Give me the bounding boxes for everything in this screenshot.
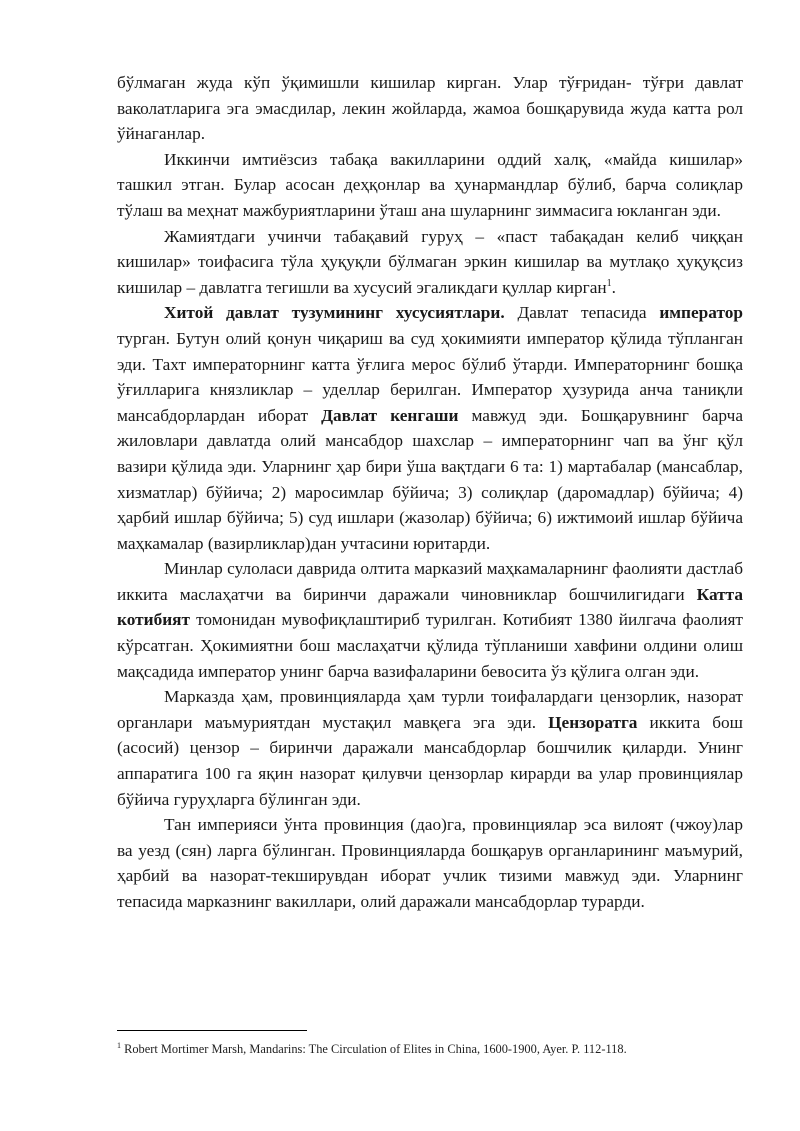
term-censorate: Цензоратга xyxy=(548,712,638,732)
paragraph-3: Жамиятдаги учинчи табақавий гуруҳ – «паст табақадан келиб чиққан кишилар» тоифасига тўла ҳуқуқли бўлмаган эркин кишилар ва мутлақо ҳуқуқсиз кишилар – давлатга тегишли ва хусусий эгаликдаги қуллар кирган$^1$. xyxy=(117,226,743,297)
paragraph-4-text-c: турган. Бутун олий қонун чиқариш ва суд ҳокимияти император қўлида тўпланган эди. Тахт императорнинг катта ўғлига мерос бўлиб ўтарди. Императорнинг бошқа ўғилларига князликлар – уделлар берилган. Император ҳузурида анча таниқли мансабдорлардан иборат xyxy=(117,328,743,425)
paragraph-1-text: бўлмаган жуда кўп ўқимишли кишилар кирган. Улар тўғридан- тўғри давлат ваколатларига эга эмасдилар, лекин жойларда, жамоа бошқарувида жуда катта рол ўйнаганлар. xyxy=(117,73,743,144)
term-grand-secretariat: Катта котибият xyxy=(117,584,743,630)
paragraph-6-text-a: Марказда ҳам, провинцияларда ҳам турли тоифалардаги цензорлик, назорат органлари маъмуриятдан мустақил мавқега эга эди. xyxy=(117,687,743,732)
paragraph-7-text: Тан империяси ўнта провинция (дао)га, провинциялар эса вилоят (чжоу)лар ва уезд (сян) ларга бўлинган. Провинцияларда бошқарув органларининг маъмурий, ҳарбий ва назорат-текширувдан иборат учлик тизими мавжуд эди. Уларнинг тепасида марказнинг вакиллари, олий даражали мансабдорлар турарди. xyxy=(117,815,743,911)
document-body xyxy=(117,70,743,915)
paragraph-4-text-e: мавжуд эди. Бошқарувнинг барча жиловлари давлатда олий мансабдор шахслар – императорнинг чап ва ўнг қўл вазири қўлида эди. Уларнинг ҳар бири ўша вақтдаги 6 та: 1) мартабалар (мансаблар, хизматлар) бўйича; 2) маросимлар бўйича; 3) солиқлар (даромадлар) бўйича; 4) ҳарбий ишлар бўйича; 5) суд ишлари (жазолар) бўйича; 6) ижтимоий ишлар бўйича маҳкамалар (вазирликлар)дан учтасини юритарди. xyxy=(117,405,743,553)
paragraph-4-text-a: Давлат тепасида xyxy=(504,303,660,323)
footnote xyxy=(117,1042,757,1057)
footnote-text: Robert Mortimer Marsh, Mandarins: The Circulation of Elites in China, 1600-1900, Ayer. P. 112-118. xyxy=(121,1042,627,1056)
paragraph-2 xyxy=(117,147,743,224)
term-state-council: Давлат кенгаши xyxy=(321,405,459,425)
section-heading: Хитой давлат тузумининг хусусиятлари. xyxy=(164,303,505,323)
paragraph-6-text-c: иккита бош (асосий) цензор – биринчи даражали мансабдорлар бошчилик қиларди. Унинг аппаратига 100 га яқин назорат қилувчи цензорлар кирарди ва улар провинциялар бўйича гуруҳларга бўлинган эди. xyxy=(117,712,743,809)
footnote-separator xyxy=(117,1030,307,1031)
term-emperor: император xyxy=(659,303,743,323)
paragraph-4 xyxy=(117,300,743,556)
paragraph-5-text-c: томонидан мувофиқлаштириб турилган. Котибият 1380 йилгача фаолият кўрсатган. Ҳокимиятни бош маслаҳатчи қўлида тўпланиши хавфини олдини олиш мақсадида император унинг барча вазифаларини бевосита ўз қўлига олган эди. xyxy=(117,610,743,681)
paragraph-1 xyxy=(117,70,743,147)
paragraph-5-text-a: Минлар сулоласи даврида олтита марказий маҳкамаларнинг фаолияти дастлаб иккита маслаҳатчи ва биринчи даражали чиновниклар бошчилигидаги xyxy=(117,559,743,604)
paragraph-2-text: Иккинчи имтиёзсиз табақа вакилларини оддий халқ, «майда кишилар» ташкил этган. Булар асосан деҳқонлар ва ҳунармандлар бўлиб, барча солиқлар тўлаш ва меҳнат мажбуриятларини ўташ ана шуларнинг зиммасига юкланган эди. xyxy=(117,149,743,220)
paragraph-7 xyxy=(117,812,743,914)
paragraph-3-text: Жамиятдаги учинчи табақавий гуруҳ – «паст табақадан келиб чиққан кишилар» тоифасига тўла ҳуқуқли бўлмаган эркин кишилар ва мутлақо ҳуқуқсиз кишилар – давлатга тегишли ва хусусий эгаликдаги қуллар кирган xyxy=(117,226,743,297)
footnote-reference: 1 xyxy=(606,277,612,289)
paragraph-5 xyxy=(117,556,743,684)
footnote-number: 1 xyxy=(117,1040,121,1050)
paragraph-6 xyxy=(117,684,743,812)
